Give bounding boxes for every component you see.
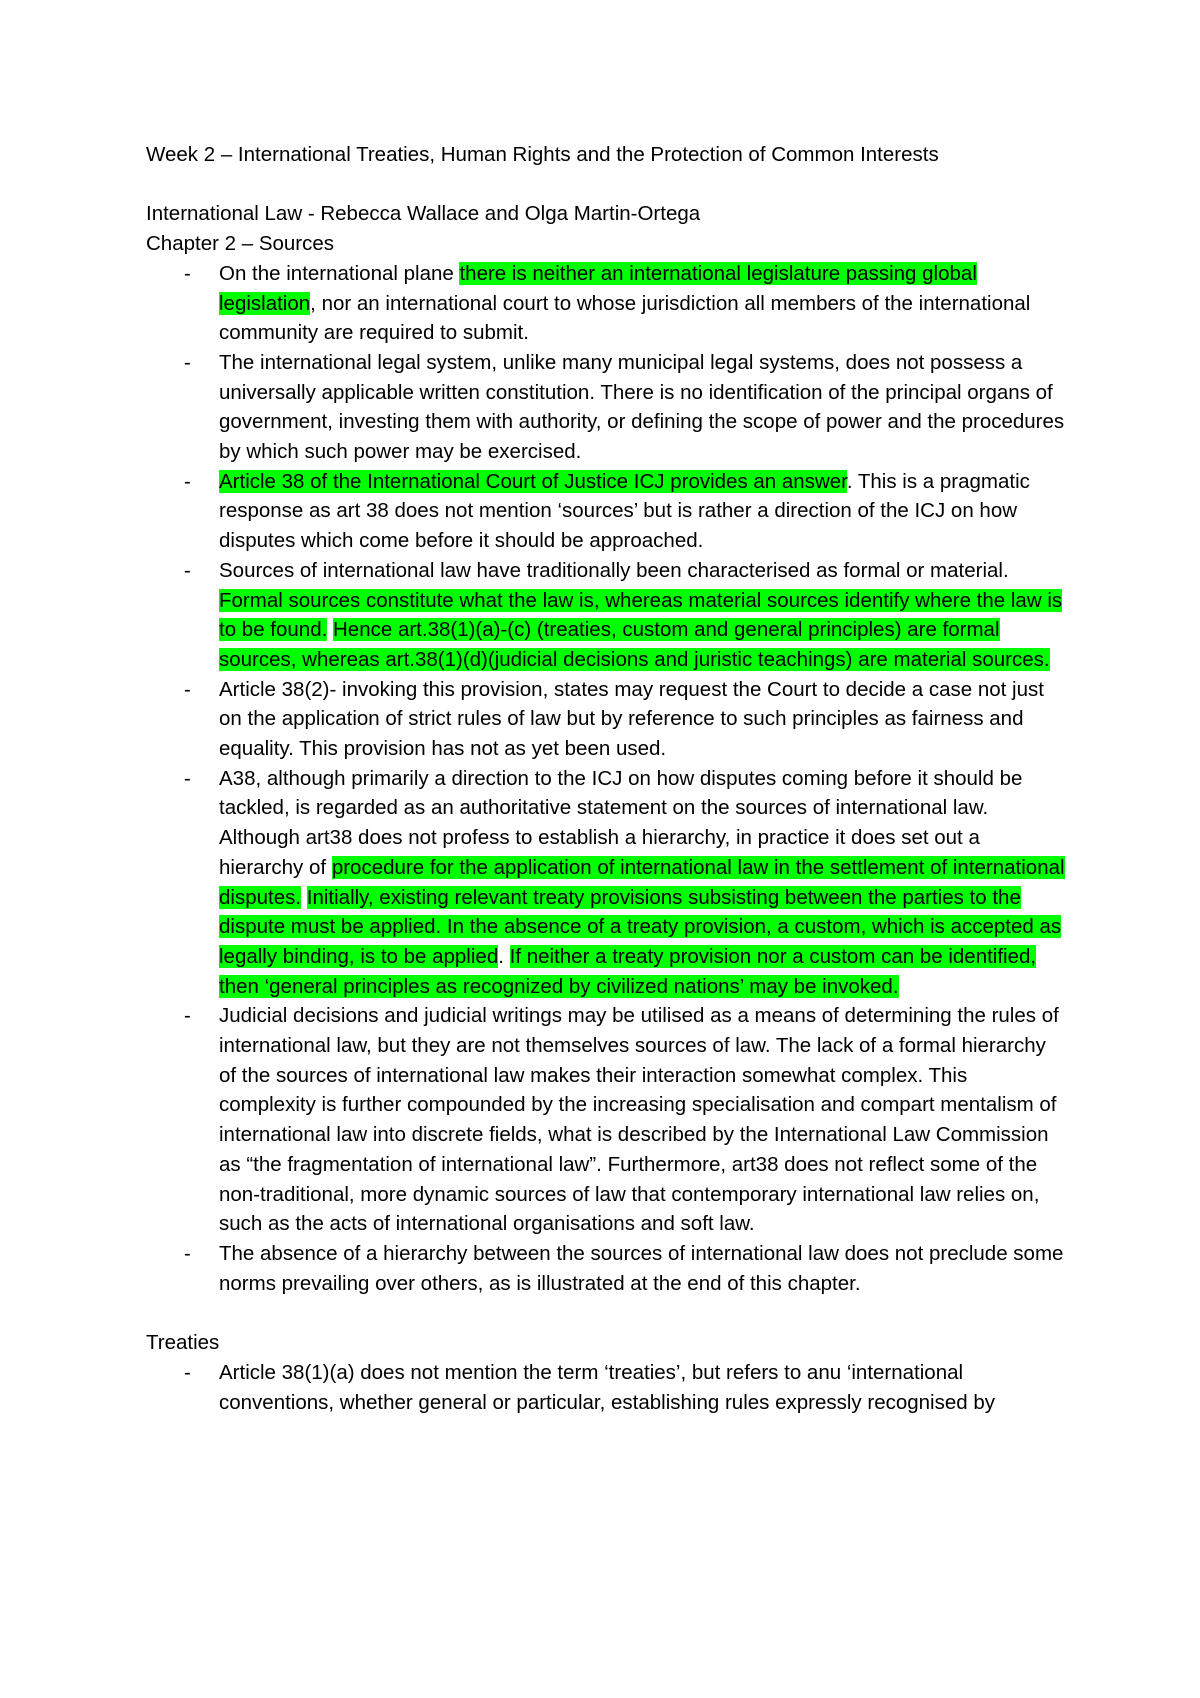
week-title: Week 2 – International Treaties, Human Rights and the Protection of Common Interests — [146, 143, 939, 166]
bullet-dash: - — [184, 1004, 191, 1028]
text-segment: The absence of a hierarchy between the sources of international law does not preclude some norms prevailing over others, as is illustrated at the end of this chapter. — [219, 1242, 1064, 1295]
text-segment — [301, 886, 307, 909]
text-segment: Article 38(2)- invoking this provision, states may request the Court to decide a case not just on the application of strict rules of law but by reference to such principles as fairness and equality. This provision has not as yet been used. — [219, 677, 1044, 761]
text-segment: Sources of international law have traditionally been characterised as formal or material. — [219, 558, 1009, 582]
sources-bullet-item — [146, 1001, 1066, 1239]
text-segment: The international legal system, unlike many municipal legal systems, does not possess a universally applicable written constitution. There is no identification of the principal organs of government, investing them with authority, or defining the scope of power and the procedures by which such power may be exercised. — [219, 350, 1065, 464]
sources-bullet-item — [146, 1239, 1066, 1298]
bullet-text — [219, 1239, 1066, 1298]
sources-bullet-list — [146, 259, 1066, 1299]
book-title: International Law - Rebecca Wallace and Olga Martin-Ortega — [146, 202, 701, 226]
highlighted-text: Initially, existing relevant treaty provisions subsisting between the parties to the dispute must be applied. In the absence of a treaty provision, a custom, which is accepted as legally binding, is to be applied — [219, 885, 1062, 968]
text-segment: A38, although primarily a direction to the ICJ on how disputes coming before it should be tackled, is regarded as an authoritative statement on the sources of international law. Although art38 does not profess to establish a hierarchy, in practice it does set out a hierarchy of — [219, 766, 1023, 879]
bullet-text — [219, 675, 1066, 764]
bullet-text — [219, 467, 1066, 556]
highlighted-text: Hence art.38(1)(a)-(c) (treaties, custom and general principles) are formal sources, whereas art.38(1)(d)(judicial decisions and juristic teachings) are material sources. — [219, 618, 1050, 671]
highlighted-text: Formal sources constitute what the law is, whereas material sources identify where the law is to be found. — [219, 588, 1063, 642]
text-segment: . — [498, 944, 510, 968]
text-segment: . This is a pragmatic response as art 38 does not mention ‘sources’ but is rather a direction of the ICJ on how disputes which come before it should be approached. — [219, 469, 1030, 553]
bullet-dash: - — [184, 558, 191, 582]
text-segment: Judicial decisions and judicial writings may be utilised as a means of determining the rules of international law, but they are not themselves sources of law. The lack of a formal hierarchy of the sources of international law makes their interaction somewhat complex. This complexity is further compounded by the increasing specialisation and compart mentalism of international law into discrete fields, what is described by the International Law Commission as “the fragmentation of international law”. Furthermore, art38 does not reflect some of the non-traditional, more dynamic sources of law that contemporary international law relies on, such as the acts of international organisations and soft law. — [219, 1004, 1059, 1236]
text-segment: Article 38(1)(a) does not mention the term ‘treaties’, but refers to anu ‘international conventions, whether general or particular, establishing rules expressly recognised by — [219, 1360, 996, 1414]
bullet-dash: - — [184, 766, 191, 790]
text-segment: On the international plane — [219, 261, 460, 285]
spacer — [146, 170, 1066, 200]
bullet-dash: - — [184, 677, 191, 701]
sources-bullet-item — [146, 259, 1066, 348]
bullet-text — [219, 764, 1066, 1002]
treaties-bullet-list — [146, 1358, 1066, 1417]
document-page — [146, 140, 1066, 1417]
treaties-bullet-item — [146, 1358, 1066, 1417]
bullet-text — [219, 348, 1066, 467]
bullet-dash: - — [184, 261, 191, 285]
sources-bullet-item — [146, 764, 1066, 1002]
sources-bullet-item — [146, 675, 1066, 764]
bullet-text — [219, 259, 1066, 348]
bullet-dash: - — [184, 1360, 191, 1384]
sources-bullet-item — [146, 467, 1066, 556]
chapter-title: Chapter 2 – Sources — [146, 232, 335, 256]
treaties-heading: Treaties — [146, 1331, 220, 1355]
bullet-text — [219, 1358, 1066, 1417]
highlighted-text: Article 38 of the International Court of Justice ICJ provides an answer — [219, 469, 847, 493]
sources-bullet-item — [146, 556, 1066, 675]
bullet-dash: - — [184, 469, 191, 493]
text-segment: , nor an international court to whose jurisdiction all members of the international community are required to submit. — [219, 291, 1031, 345]
bullet-text — [219, 1001, 1066, 1239]
bullet-dash: - — [184, 1242, 191, 1265]
bullet-text — [219, 556, 1066, 675]
sources-bullet-item — [146, 348, 1066, 467]
spacer — [146, 1298, 1066, 1328]
highlighted-text: there is neither an international legislature passing global legislation — [219, 261, 977, 315]
highlighted-text: procedure for the application of international law in the settlement of international disputes. — [219, 855, 1065, 909]
bullet-dash: - — [184, 350, 191, 374]
highlighted-text: If neither a treaty provision nor a custom can be identified, then ‘general principles as recognized by civilized nations’ may be invoked. — [219, 944, 1037, 998]
